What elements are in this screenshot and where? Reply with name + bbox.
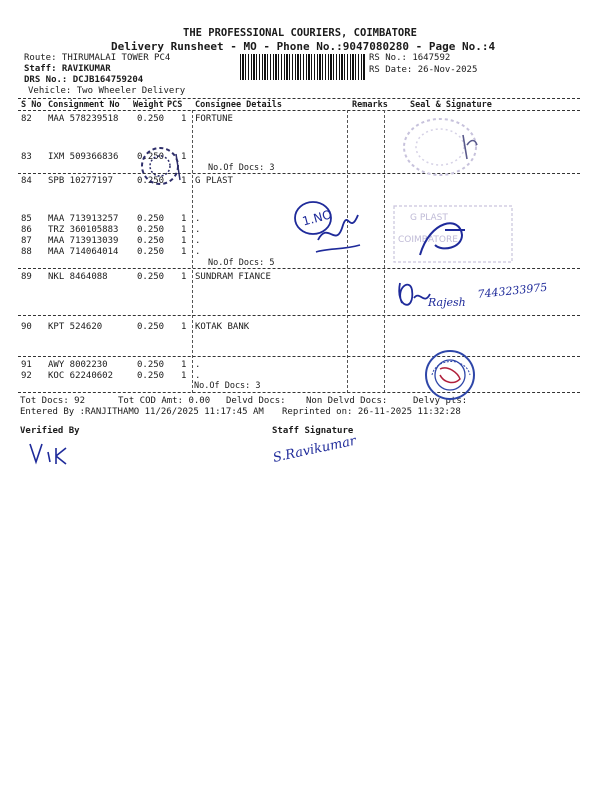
row-sno: 91 bbox=[21, 360, 32, 370]
row-sno: 92 bbox=[21, 371, 32, 381]
faded-stamp bbox=[395, 115, 495, 185]
row-consignment: SPB 10277197 bbox=[48, 176, 114, 186]
row-sno: 87 bbox=[21, 236, 32, 246]
svg-text:G PLAST: G PLAST bbox=[410, 213, 448, 223]
row-weight: 0.250 bbox=[137, 360, 165, 370]
row-sno: 85 bbox=[21, 214, 32, 224]
docs-count: No.Of Docs: 5 bbox=[208, 258, 275, 268]
route: Route: THIRUMALAI TOWER PC4 bbox=[24, 53, 171, 63]
row-weight: 0.250 bbox=[137, 214, 165, 224]
col-pcs: PCS bbox=[167, 100, 183, 110]
header-top-rule bbox=[18, 98, 580, 99]
row-consignment: KPT 524620 bbox=[48, 322, 103, 332]
signature-rajesh bbox=[390, 268, 580, 320]
row-consignment: AWY 8002230 bbox=[48, 360, 108, 370]
row-consignee: . bbox=[195, 360, 201, 370]
row-consignment: NKL 8464088 bbox=[48, 272, 108, 282]
row-pcs: 1 bbox=[181, 236, 187, 246]
header-bottom-rule bbox=[18, 110, 580, 111]
row-consignment: MAA 714064014 bbox=[48, 247, 119, 257]
row-pcs: 1 bbox=[181, 371, 187, 381]
row-weight: 0.250 bbox=[137, 225, 165, 235]
column-separator bbox=[384, 110, 385, 393]
row-pcs: 1 bbox=[181, 225, 187, 235]
verified-by-label: Verified By bbox=[20, 426, 80, 436]
svg-text:1.NO: 1.NO bbox=[300, 207, 334, 229]
row-consignment: MAA 578239518 bbox=[48, 114, 119, 124]
row-pcs: 1 bbox=[181, 272, 187, 282]
row-weight: 0.250 bbox=[137, 176, 165, 186]
non-delivered-docs: Non Delvd Docs: bbox=[306, 396, 388, 406]
row-weight: 0.250 bbox=[137, 152, 165, 162]
docs-count: No.Of Docs: 3 bbox=[194, 381, 261, 391]
col-weight: Weight bbox=[133, 100, 164, 110]
staff-signature-label: Staff Signature bbox=[272, 426, 354, 436]
drs-number: DRS No.: DCJB164759204 bbox=[24, 75, 144, 85]
row-sno: 83 bbox=[21, 152, 32, 162]
docs-count: No.Of Docs: 3 bbox=[208, 163, 275, 173]
row-weight: 0.250 bbox=[137, 236, 165, 246]
row-weight: 0.250 bbox=[137, 272, 165, 282]
row-consignment: TRZ 360105883 bbox=[48, 225, 119, 235]
reprinted-on: Reprinted on: 26-11-2025 11:32:28 bbox=[282, 407, 461, 417]
verified-signature bbox=[26, 440, 76, 468]
row-consignment: MAA 713913039 bbox=[48, 236, 119, 246]
row-consignee: . bbox=[195, 225, 201, 235]
row-consignee: . bbox=[195, 236, 201, 246]
col-consignment: Consignment No bbox=[48, 100, 120, 110]
delivery-points: Delvy pts: bbox=[413, 396, 468, 406]
row-pcs: 1 bbox=[181, 176, 187, 186]
col-consignee: Consignee Details bbox=[195, 100, 282, 110]
delivered-docs: Delvd Docs: bbox=[226, 396, 286, 406]
row-consignee: . bbox=[195, 371, 201, 381]
row-sno: 86 bbox=[21, 225, 32, 235]
row-consignee: . bbox=[195, 247, 201, 257]
total-cod: Tot COD Amt: 0.00 bbox=[118, 396, 211, 406]
company-name: THE PROFESSIONAL COURIERS, COIMBATORE bbox=[183, 27, 417, 39]
row-consignment: IXM 509366836 bbox=[48, 152, 119, 162]
vehicle: Vehicle: Two Wheeler Delivery bbox=[28, 86, 186, 96]
row-pcs: 1 bbox=[181, 114, 187, 124]
total-docs: Tot Docs: 92 bbox=[20, 396, 86, 406]
row-consignee: KOTAK BANK bbox=[195, 322, 250, 332]
row-weight: 0.250 bbox=[137, 114, 165, 124]
handwritten-name: Rajesh bbox=[428, 296, 466, 309]
row-sno: 82 bbox=[21, 114, 32, 124]
row-sno: 88 bbox=[21, 247, 32, 257]
row-consignee: SUNDRAM FIANCE bbox=[195, 272, 271, 282]
handwritten-phone: 7443233975 bbox=[476, 280, 548, 301]
row-sno: 90 bbox=[21, 322, 32, 332]
row-consignee: FORTUNE bbox=[195, 114, 233, 124]
row-pcs: 1 bbox=[181, 322, 187, 332]
col-sno: S No bbox=[21, 100, 42, 110]
staff-signature-text: S.Ravikumar bbox=[271, 433, 358, 466]
row-consignee: G PLAST bbox=[195, 176, 233, 186]
group-rule bbox=[18, 173, 580, 174]
row-weight: 0.250 bbox=[137, 322, 165, 332]
staff: Staff: RAVIKUMAR bbox=[24, 64, 111, 74]
row-sno: 84 bbox=[21, 176, 32, 186]
row-pcs: 1 bbox=[181, 247, 187, 257]
smudged-stamp bbox=[128, 140, 203, 195]
rs-date: RS Date: 26-Nov-2025 bbox=[369, 65, 478, 75]
barcode bbox=[240, 54, 366, 80]
col-remarks: Remarks bbox=[352, 100, 388, 110]
signature-ino bbox=[288, 190, 363, 260]
runsheet-title: Delivery Runsheet - MO - Phone No.:9047080280 - Page No.:4 bbox=[111, 40, 496, 53]
row-pcs: 1 bbox=[181, 214, 187, 224]
row-consignment: KOC 62240602 bbox=[48, 371, 114, 381]
row-weight: 0.250 bbox=[137, 247, 165, 257]
rs-number: RS No.: 1647592 bbox=[369, 53, 451, 63]
row-consignment: MAA 713913257 bbox=[48, 214, 119, 224]
row-sno: 89 bbox=[21, 272, 32, 282]
svg-text:COIMBATORE: COIMBATORE bbox=[398, 235, 458, 245]
entered-by: Entered By :RANJITHAMO 11/26/2025 11:17:45 AM bbox=[20, 407, 264, 417]
col-seal: Seal & Signature bbox=[410, 100, 492, 110]
staff-signature bbox=[270, 432, 380, 472]
row-pcs: 1 bbox=[181, 360, 187, 370]
faded-company-stamp bbox=[390, 200, 520, 270]
row-weight: 0.250 bbox=[137, 371, 165, 381]
round-seal bbox=[418, 345, 508, 405]
row-consignee: . bbox=[195, 214, 201, 224]
row-pcs: 1 bbox=[181, 152, 187, 162]
